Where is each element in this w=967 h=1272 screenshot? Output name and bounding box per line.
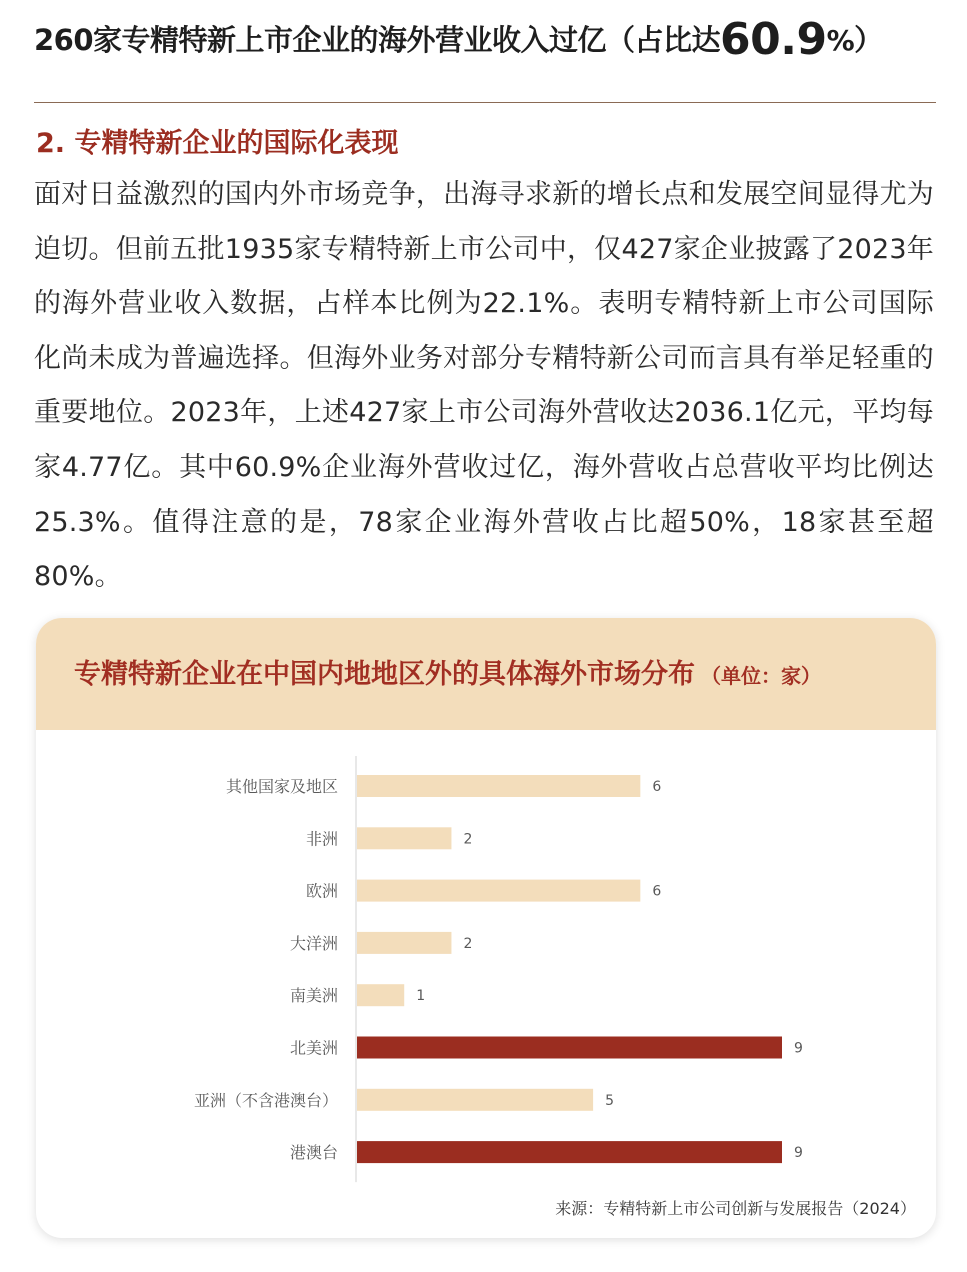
headline	[34, 14, 944, 65]
bar-value-label: 9	[794, 1040, 803, 1057]
bar-value-label: 5	[605, 1092, 615, 1109]
bar-value-label: 6	[652, 779, 662, 795]
bar-chart	[36, 618, 936, 1238]
bar	[357, 827, 451, 849]
category-label: 非洲	[305, 829, 338, 849]
bar-value-label: 2	[463, 831, 473, 848]
category-label: 北美洲	[289, 1038, 338, 1058]
category-label: 港澳台	[289, 1143, 338, 1163]
bar	[357, 1037, 782, 1059]
bar	[357, 1141, 782, 1163]
body-paragraph: 面对日益激烈的国内外市场竞争，出海寻求新的增长点和发展空间显得尤为迫切。但前五批1935家专精特新上市公司中，仅427家企业披露了2023年的海外营业收入数据，占样本比例为22.1%。表明专精特新上市公司国际化尚未成为普遍选择。但海外业务对部分专精特新公司而言具有举足轻重的重要地位。2023年，上述427家上市公司海外营收达2036.1亿元，平均每家4.77亿。其中60.9%企业海外营收过亿，海外营收占总营收平均比例达25.3%。值得注意的是，78家企业海外营收占比超50%，18家甚至超80%。	[34, 179, 934, 593]
headline-value: 60.9	[720, 14, 827, 65]
bar	[357, 1089, 593, 1111]
source-note: 来源：专精特新上市公司创新与发展报告（2024）	[555, 1199, 916, 1218]
bar	[357, 775, 640, 797]
category-label: 其他国家及地区	[225, 777, 338, 796]
bar-value-label: 9	[794, 1145, 803, 1162]
chart-unit: （单位：家）	[701, 664, 821, 688]
category-label: 大洋洲	[289, 933, 338, 953]
headline-text: 260家专精特新上市企业的海外营业收入过亿（占比达	[34, 23, 721, 57]
bar-value-label: 6	[652, 883, 662, 900]
category-label: 欧洲	[305, 881, 338, 901]
bar	[357, 880, 640, 902]
headline-close-paren: ）	[854, 23, 883, 57]
chart-card	[36, 618, 936, 1238]
bar-value-label: 2	[463, 935, 473, 952]
section-title: 2. 专精特新企业的国际化表现	[36, 128, 399, 159]
chart-title-text: 专精特新企业在中国内地地区外的具体海外市场分布	[74, 659, 695, 690]
headline-percent-sign: %	[826, 24, 855, 57]
bar-value-label: 1	[416, 988, 426, 1005]
bar	[357, 984, 404, 1006]
category-label: 亚洲（不含港澳台）	[193, 1090, 338, 1110]
category-label: 南美洲	[289, 986, 338, 1006]
bar	[357, 932, 451, 954]
divider	[34, 102, 936, 103]
